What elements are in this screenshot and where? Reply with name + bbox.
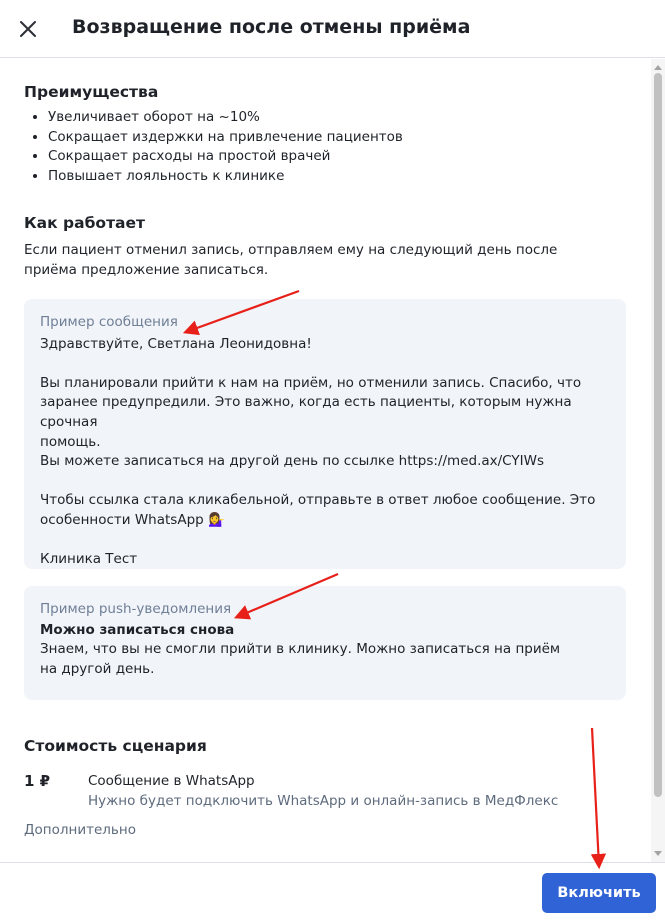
scrollbar[interactable] — [651, 59, 665, 862]
message-example-label: Пример сообщения — [40, 313, 178, 330]
how-it-works-description: Если пациент отменил запись, отправляем ему на следующий день после приёма предложение записаться. — [24, 242, 558, 278]
push-example-title: Можно записаться снова — [40, 621, 235, 638]
cost-price: 1 ₽ — [24, 771, 51, 790]
push-example-body: Знаем, что вы не смогли прийти в клинику. Можно записаться на приём на другой день. — [40, 641, 561, 677]
benefit-item: • Сокращает расходы на простой врачей — [48, 147, 625, 167]
extra-section-label: Дополнительно — [24, 821, 136, 838]
message-example-text: Здравствуйте, Светлана Леонидовна! Вы планировали прийти к нам на приём, но отменили запись. Спасибо, что заранее предупредили. Это важно, когда есть пациенты, которым нужна срочная помощь. Вы можете записаться на другой день по ссылке https://med.ax/CYIWs Чтобы ссылка стала кликабельной, отправьте в ответ любое сообщение. Это особенности WhatsApp 💁‍♀️ Клиника Тест — [40, 335, 596, 568]
cost-row — [24, 772, 625, 814]
modal-header — [0, 0, 665, 58]
modal-content — [0, 59, 649, 862]
scroll-down-icon[interactable] — [654, 851, 662, 856]
scrollbar-thumb[interactable] — [654, 73, 662, 797]
benefits-title: Преимущества — [24, 83, 159, 101]
push-example-card — [24, 586, 626, 700]
modal-footer — [0, 862, 665, 920]
cost-title: Стоимость сценария — [24, 736, 207, 755]
close-icon[interactable] — [16, 17, 40, 41]
benefit-item: • Сокращает издержки на привлечение пациентов — [48, 128, 625, 148]
message-example-card — [24, 299, 626, 569]
how-it-works-title: Как работает — [24, 214, 146, 233]
scroll-up-icon[interactable] — [654, 65, 662, 70]
modal-title: Возвращение после отмены приёма — [72, 16, 471, 38]
benefits-list — [24, 108, 625, 186]
benefit-item: • Увеличивает оборот на ~10% — [48, 108, 625, 128]
cost-item-name: Сообщение в WhatsApp — [88, 772, 255, 789]
push-example-label: Пример push-уведомления — [40, 600, 232, 617]
enable-button[interactable]: Включить — [542, 873, 656, 913]
benefit-item: • Повышает лояльность к клинике — [48, 167, 625, 187]
cost-item-description: Нужно будет подключить WhatsApp и онлайн-запись в МедФлекс — [88, 792, 559, 809]
